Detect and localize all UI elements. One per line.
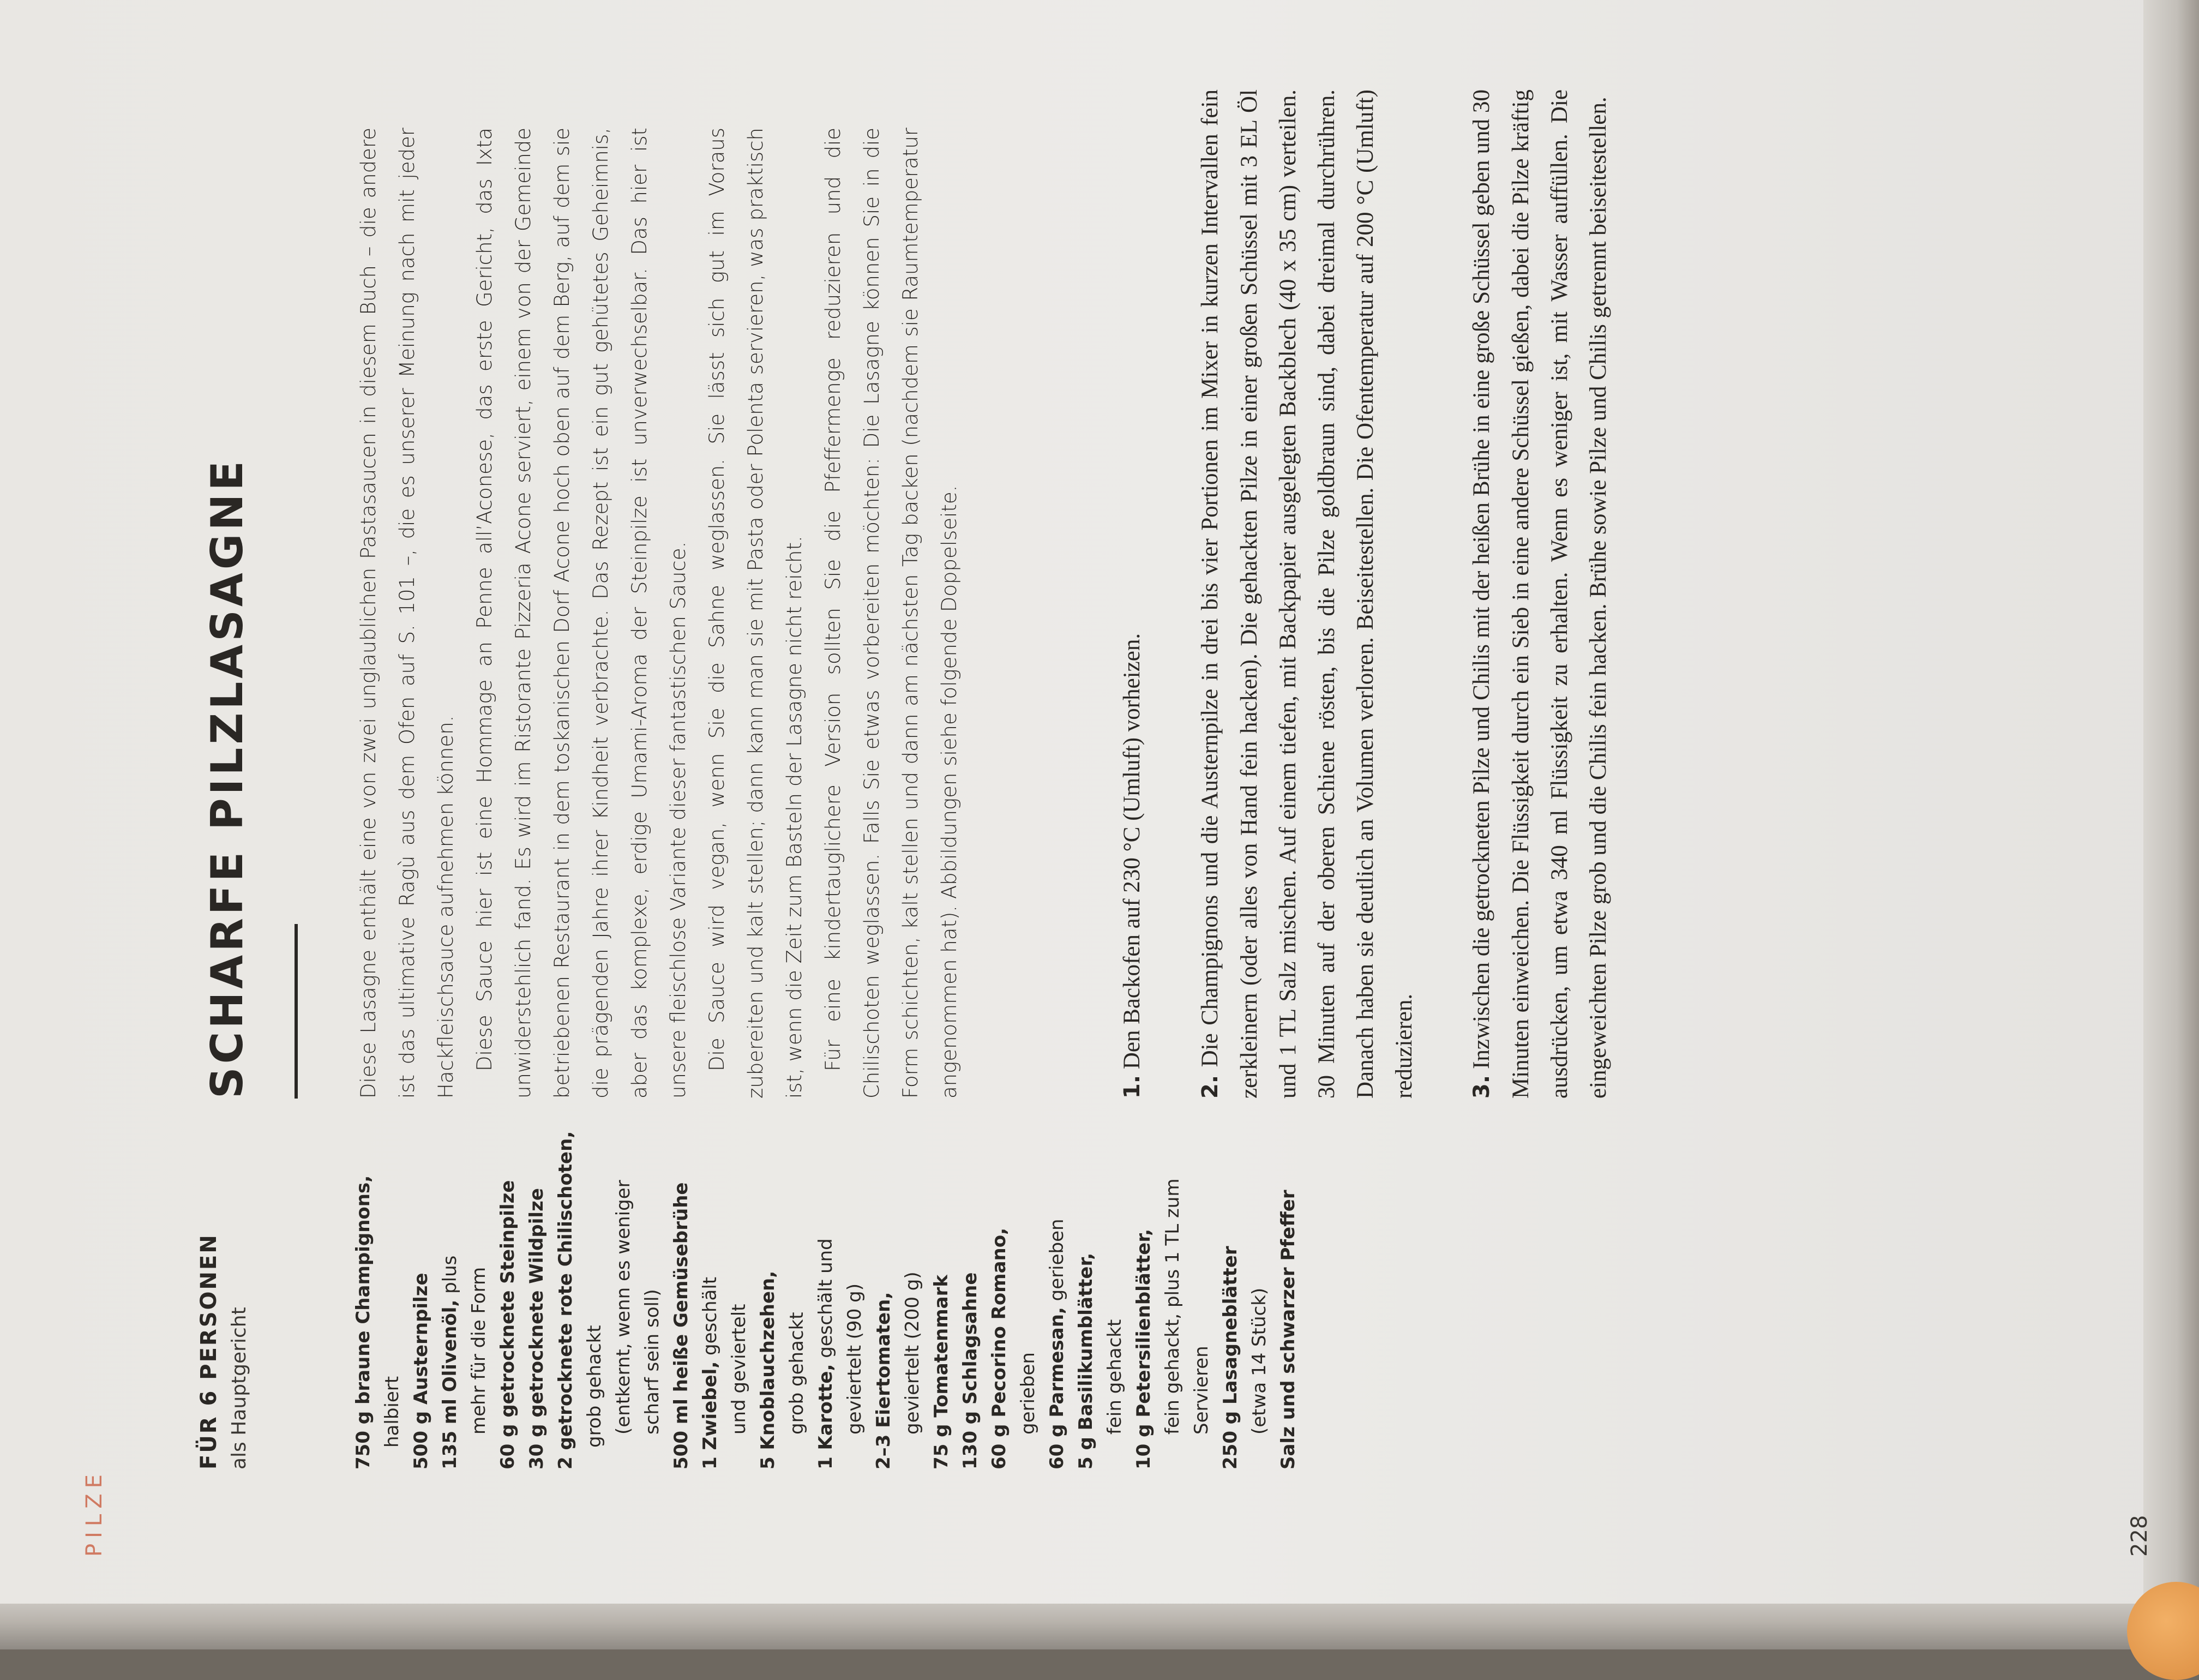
ingredient-item <box>869 1120 927 1469</box>
ingredient-item <box>1274 1120 1303 1469</box>
ingredient-name: 750 g braune Champignons, <box>352 1175 374 1469</box>
title-rule <box>295 924 298 1099</box>
method-step <box>1191 89 1423 1099</box>
ingredient-item <box>436 1120 494 1469</box>
intro-paragraph: Diese Lasagne enthält eine von zwei unglaublichen Pastasaucen in diesem Buch – die andere ist das ultimative Ragù aus dem Ofen auf S. 101 –, die es unserer Meinung nach mit jeder Hackfleischsauce aufnehmen können. <box>357 128 458 1099</box>
step-number: 3. <box>1469 1075 1494 1099</box>
recipe-title: SCHARFE PILZLASAGNE <box>202 457 253 1099</box>
ingredient-detail: fein gehackt, plus 1 TL zum Servieren <box>1162 1178 1212 1435</box>
intro-text <box>349 128 969 1099</box>
ingredient-item <box>522 1120 551 1469</box>
ingredient-item <box>956 1120 985 1469</box>
ingredient-name: 5 Knoblauchzehen, <box>757 1270 779 1469</box>
ingredient-name: 75 g Tomatenmark <box>930 1275 952 1469</box>
ingredient-item <box>349 1120 407 1469</box>
method-step <box>1462 89 1618 1099</box>
ingredient-name: 10 g Petersilienblätter, <box>1133 1228 1155 1469</box>
ingredient-name: 2 getrocknete rote Chilischoten, <box>555 1131 576 1469</box>
intro-paragraph: Für eine kindertauglichere Version sollten Sie die Pfeffermenge reduzieren und die Chilischoten weglassen. Falls Sie etwas vorbereiten möchten: Die Lasagne können Sie in die Form schichten, kalt stellen und dann am nächsten Tag backen (nachdem sie Raumtemperatur angenommen hat). Abbildungen siehe folgende Doppelseite. <box>821 128 961 1099</box>
step-text: Den Backofen auf 230 °C (Umluft) vorheizen. <box>1119 633 1145 1075</box>
ingredient-name: 500 ml heiße Gemüsebrühe <box>670 1182 692 1469</box>
ingredient-name: 1 Zwiebel, <box>699 1361 721 1469</box>
ingredient-detail: und geviertelt <box>728 1304 750 1435</box>
ingredient-note: geschält <box>699 1276 721 1361</box>
intro-paragraph: Die Sauce wird vegan, wenn Sie die Sahne weglassen. Sie lässt sich gut im Voraus zubereiten und kalt stellen; dann kann man sie mit Pasta oder Polenta servieren, was praktisch ist, wenn die Zeit zum Basteln der Lasagne nicht reicht. <box>705 128 806 1099</box>
ingredient-name: 2–3 Eiertomaten, <box>873 1292 894 1469</box>
ingredient-item <box>696 1120 754 1469</box>
page-number: 228 <box>2127 1515 2152 1557</box>
ingredient-name: 135 ml Olivenöl, <box>439 1299 461 1469</box>
ingredient-detail: fein gehackt <box>1104 1319 1126 1435</box>
ingredient-detail: grob gehackt <box>786 1312 808 1435</box>
step-number: 2. <box>1198 1075 1223 1099</box>
ingredient-name: 60 g Pecorino Romano, <box>988 1227 1010 1469</box>
ingredient-item <box>494 1120 522 1469</box>
ingredient-item <box>551 1120 667 1469</box>
ingredient-detail: geviertelt (90 g) <box>844 1283 866 1435</box>
ingredient-detail: (entkernt, wenn es weniger scharf sein soll) <box>612 1180 663 1435</box>
ingredient-note: geschält und <box>815 1238 837 1364</box>
step-number: 1. <box>1120 1075 1145 1099</box>
ingredient-name: 1 Karotte, <box>815 1364 837 1469</box>
ingredient-name: Salz und schwarzer Pfeffer <box>1277 1190 1299 1469</box>
ingredient-detail: gerieben <box>1017 1352 1039 1435</box>
ingredient-item <box>985 1120 1043 1469</box>
ingredient-detail: mehr für die Form <box>468 1267 490 1435</box>
servings-title: FÜR 6 PERSONEN <box>196 1233 221 1469</box>
ingredient-name: 60 g getrocknete Steinpilze <box>497 1180 519 1469</box>
ingredient-item <box>667 1120 696 1469</box>
ingredient-item <box>1129 1120 1216 1469</box>
section-label: PILZE <box>82 1469 107 1557</box>
ingredient-name: 500 g Austernpilze <box>410 1273 432 1469</box>
step-text: Die Champignons und die Austernpilze in drei bis vier Portionen im Mixer in kurzen Intervallen fein zerkleinern (oder alles von Hand fein hacken). Die gehackten Pilze in einer großen Schüssel mit 3 EL Öl und 1 TL Salz mischen. Auf einem tiefen, mit Backpapier ausgelegten Backblech (40 x 35 cm) verteilen. 30 Minuten auf der oberen Schiene rösten, bis die Pilze goldbraun sind, dabei dreimal durchrühren. Danach haben sie deutlich an Volumen verloren. Beiseitestellen. Die Ofentemperatur auf 200 °C (Umluft) reduzieren. <box>1197 89 1417 1099</box>
ingredient-item <box>812 1120 869 1469</box>
ingredient-item <box>927 1120 956 1469</box>
method-step <box>1113 89 1152 1099</box>
ingredient-note: halbiert <box>381 1376 403 1448</box>
ingredient-name: 60 g Parmesan, <box>1046 1307 1068 1469</box>
ingredient-name: 5 g Basilikumblätter, <box>1075 1252 1097 1469</box>
ingredient-item <box>1072 1120 1129 1469</box>
ingredient-name: 250 g Lasagneblätter <box>1219 1246 1241 1469</box>
intro-paragraph: Diese Sauce hier ist eine Hommage an Penne all’Aconese, das erste Gericht, das Ixta unwiderstehlich fand. Es wird im Ristorante Pizzeria Acone serviert, einem von der Gemeinde betriebenen Restaurant in dem toskanischen Dorf Acone hoch oben auf dem Berg, auf dem sie die prägenden Jahre ihrer Kindheit verbrachte. Das Rezept ist ein gut gehütetes Geheimnis, aber das komplexe, erdige Umami-Aroma der Steinpilze ist unverwechselbar. Das hier ist unsere fleischlose Variante dieser fantastischen Sauce. <box>473 128 690 1099</box>
method-steps <box>1113 89 1656 1099</box>
ingredient-name: 30 g getrocknete Wildpilze <box>526 1188 548 1469</box>
ingredient-name: 130 g Schlagsahne <box>959 1272 981 1469</box>
ingredient-note: gerieben <box>1046 1219 1068 1307</box>
ingredient-note: plus <box>439 1255 461 1300</box>
ingredient-list <box>349 1120 1303 1469</box>
servings-subtitle: als Hauptgericht <box>228 1307 250 1469</box>
ingredient-detail: geviertelt (200 g) <box>902 1271 923 1435</box>
ingredient-detail: (etwa 14 Stück) <box>1248 1287 1270 1435</box>
ingredient-note: grob gehackt <box>584 1325 605 1448</box>
ingredient-item <box>754 1120 812 1469</box>
step-text: Inzwischen die getrockneten Pilze und Chilis mit der heißen Brühe in eine große Schüssel geben und 30 Minuten einweichen. Die Flüssigkeit durch ein Sieb in eine andere Schüssel gießen, dabei die Pilze kräftig ausdrücken, um etwa 340 ml Flüssigkeit zu erhalten. Wenn es weniger ist, mit Wasser auffüllen. Die eingeweichten Pilze grob und die Chilis fein hacken. Brühe sowie Pilze und Chilis getrennt beiseitestellen. <box>1469 89 1611 1099</box>
ingredient-item <box>1043 1120 1072 1469</box>
ingredient-item <box>407 1120 436 1469</box>
ingredient-item <box>1216 1120 1274 1469</box>
title-block <box>202 458 253 1099</box>
